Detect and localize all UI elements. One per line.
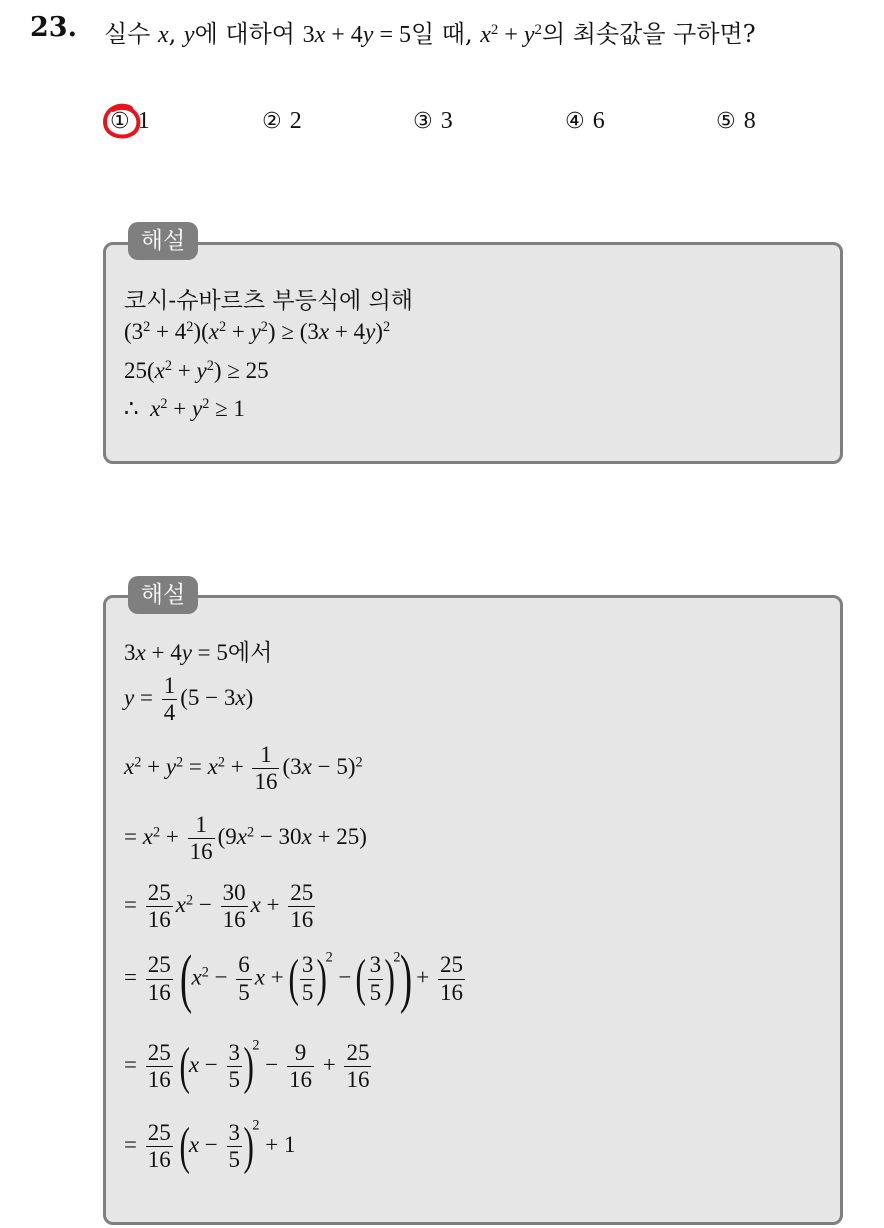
- solution-box-1: [103, 242, 843, 464]
- solution2-line-7: = $\frac{25}{16}$ (x − $\frac{3}{5}$ )$^2$ − $\frac{9}{16}$ + $\frac{25}{16}$: [124, 1037, 370, 1095]
- solution2-line-2: y = $\frac{1}{4}$ (5 − 3x): [124, 673, 254, 726]
- solution2-line-5: = $\frac{25}{16}$ $x^2$ − $\frac{30}{16}$ x + $\frac{25}{16}$: [124, 880, 314, 933]
- solution1-line-2: $(3^2 + 4^2)(x^2 + y^2) \ge (3x + 4y)^2$: [124, 319, 391, 344]
- question-condition: 3x + 4y = 5: [302, 22, 411, 48]
- solution1-line-3: $25(x^2 + y^2) \ge 25$: [124, 358, 269, 383]
- question-expr: $x^2 + y^2$: [480, 21, 542, 48]
- solution2-line-8: = $\frac{25}{16}$ (x − $\frac{3}{5}$ )$^2$ + 1: [124, 1117, 296, 1175]
- solution1-line-4: ∴ $x^2 + y^2 \ge 1$: [124, 396, 245, 421]
- choice-1[interactable]: ① 1: [110, 108, 150, 135]
- choice-5[interactable]: ⑤ 8: [716, 108, 756, 134]
- solution1-line-1: 코시-슈바르츠 부등식에 의해: [124, 288, 414, 314]
- choice-3[interactable]: ③ 3: [413, 108, 453, 134]
- solution2-line-1: 3x + 4y = 5에서: [124, 640, 273, 666]
- solution2-line-4: = $x^2$ + $\frac{1}{16}$ $(9x^2 - 30x + 25)$: [124, 812, 367, 865]
- choice-2[interactable]: ② 2: [262, 108, 302, 134]
- solution2-line-3: $x^2 + y^2 = x^2$ + $\frac{1}{16}$ $(3x - 5)^2$: [124, 742, 363, 795]
- choice-4[interactable]: ④ 6: [565, 108, 605, 134]
- solution2-line-6: = $\frac{25}{16}$ ($x^2$ − $\frac{6}{5}$ x + ( $\frac{3}{5}$ )$^2$ − ( $\frac{3}{5}$ )$^2$) + $\frac{25}{16}$: [124, 942, 464, 1015]
- solution-tag-2: 해설: [128, 576, 198, 614]
- solution-tag-1: 해설: [128, 222, 198, 260]
- question-text: 실수 x, y에 대하여 3x + 4y = 5일 때, $x^2 + y^2$의 최솟값을 구하면?: [104, 20, 756, 48]
- question-number: 23.: [30, 12, 77, 43]
